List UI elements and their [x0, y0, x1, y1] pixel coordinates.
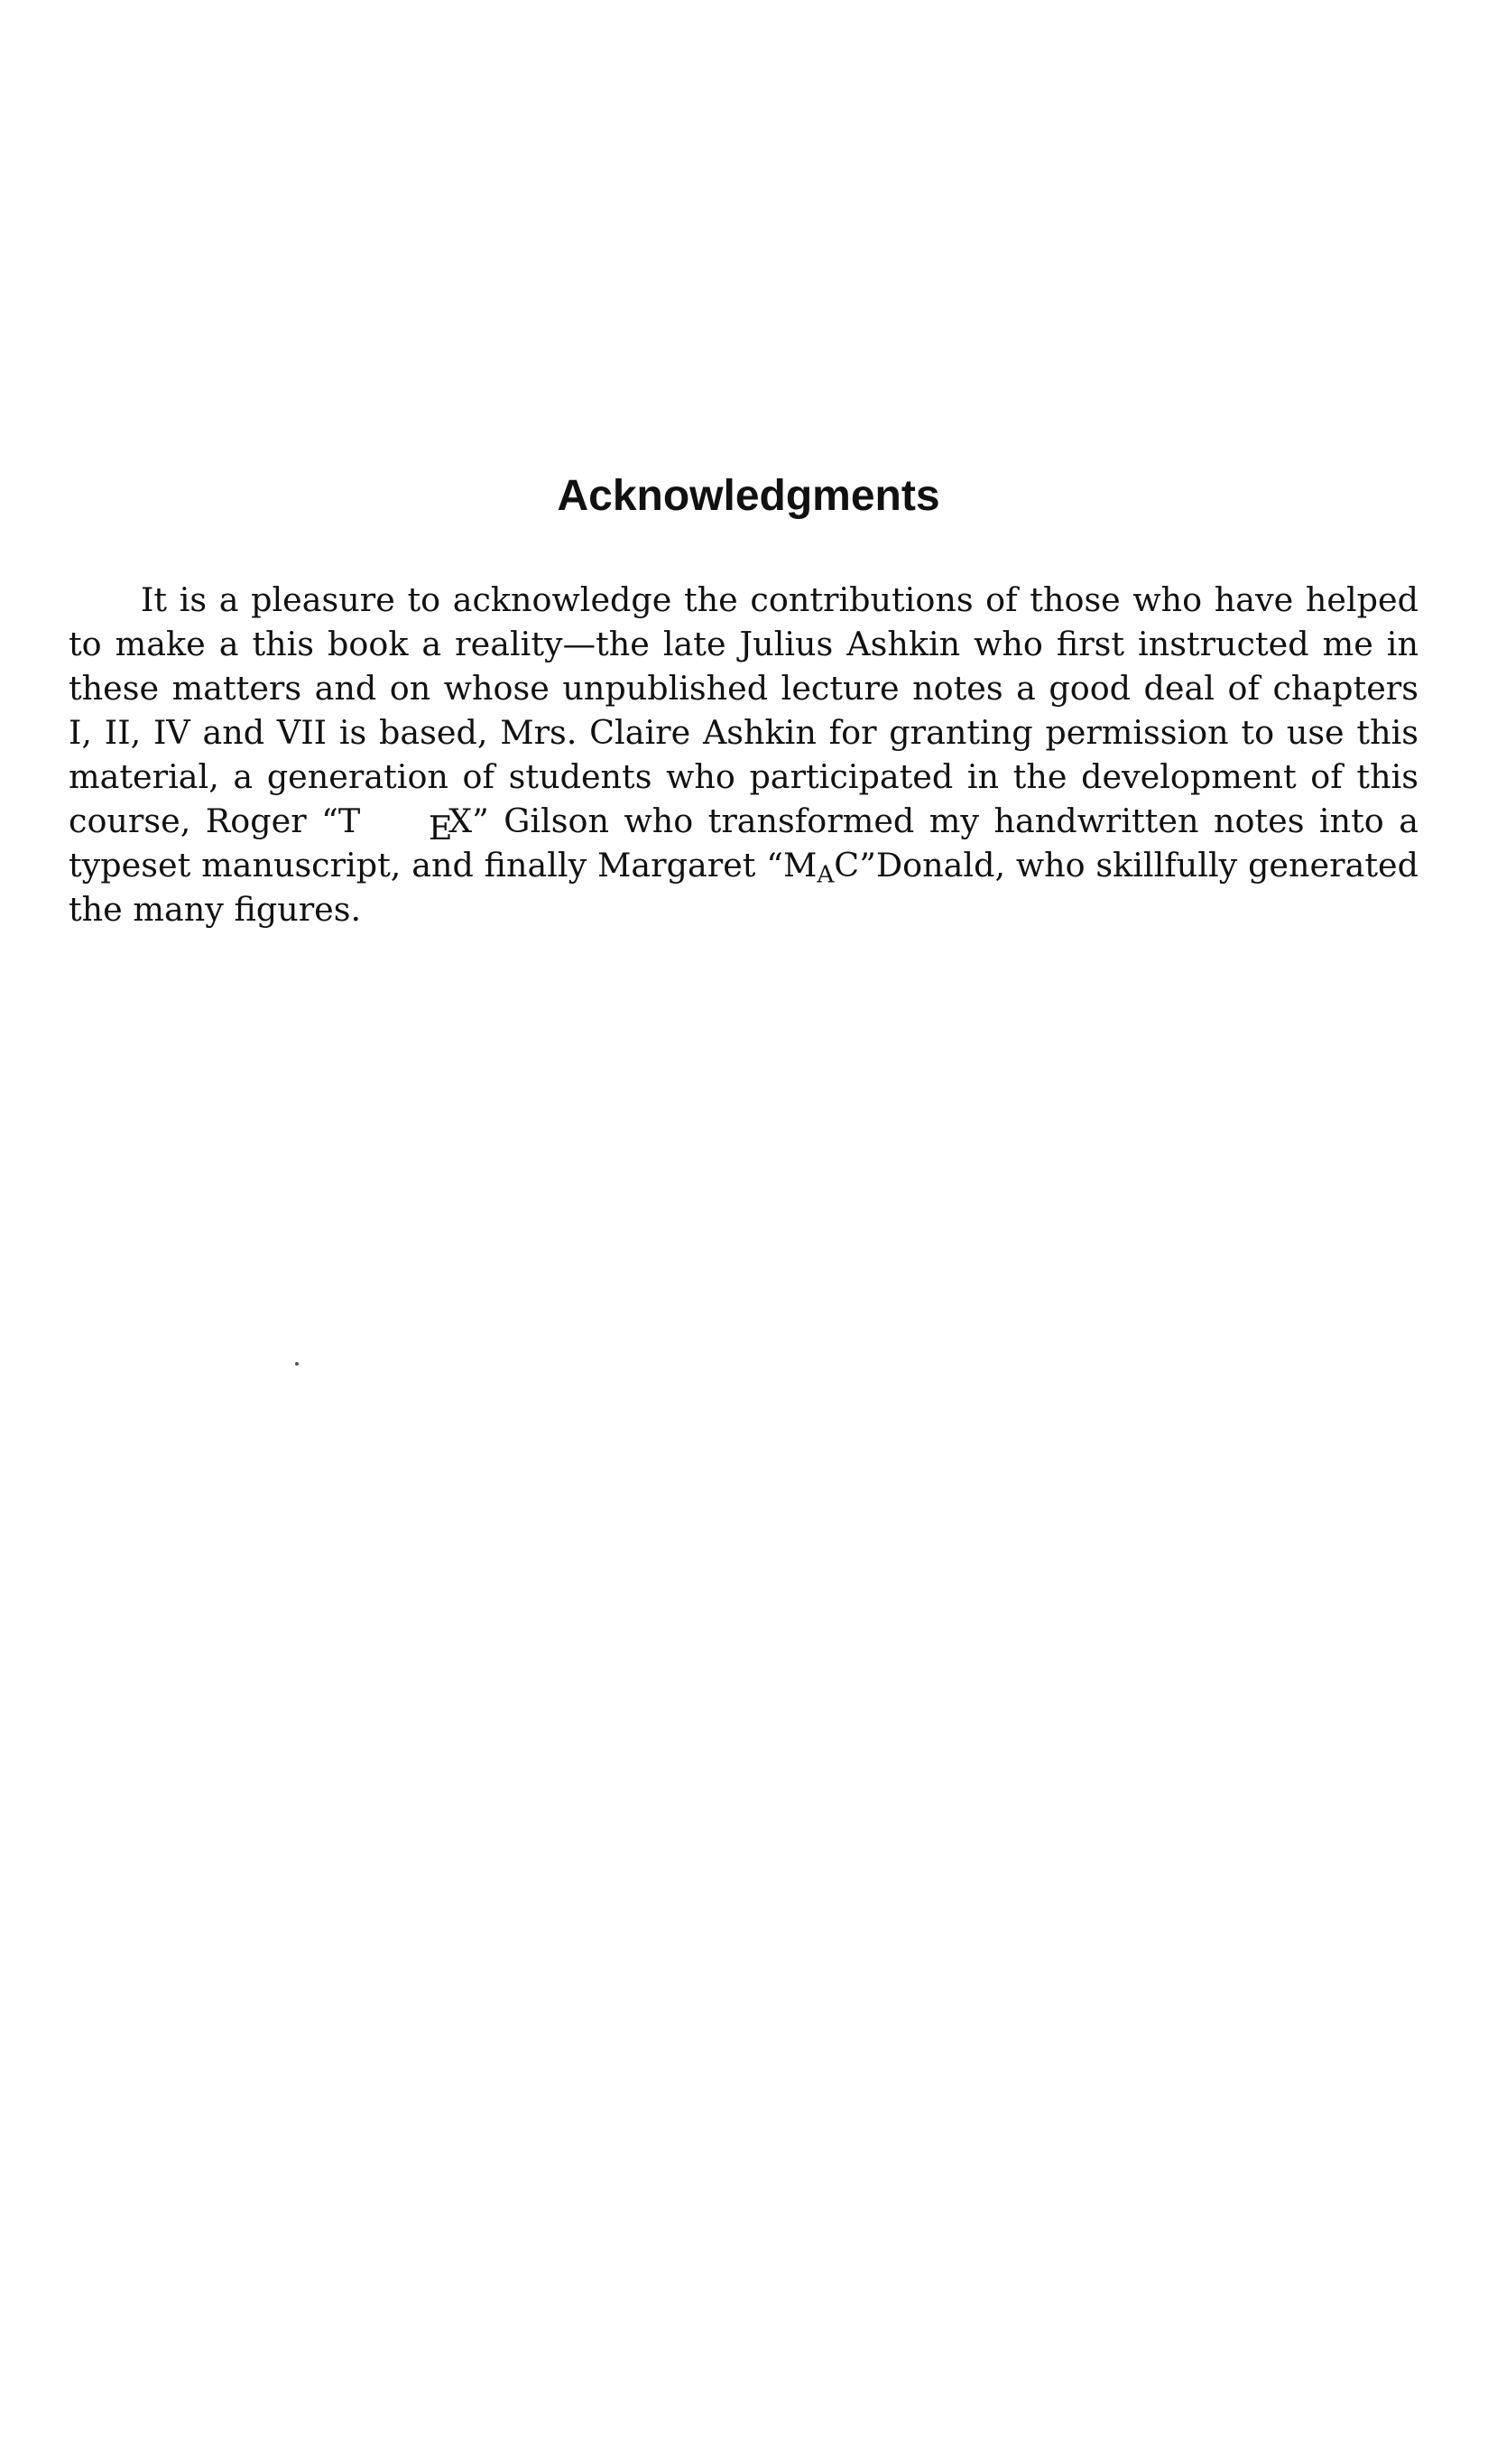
paragraph-text-part-1: It is a pleasure to acknowledge the contributions of those who have helped to make a this book a reality—the late Julius Ashkin who first instructed me in these matters and on whose unpublished lecture notes a good deal of chapters I, II, IV and VII is based, Mrs. Claire Ashkin for granting permission to use this material, a generation of students who participated in the development of this course, Roger “: [69, 580, 1418, 840]
tex-logo-e: E: [428, 809, 453, 848]
tex-logo-t: T: [337, 801, 361, 840]
acknowledgments-paragraph: [69, 578, 1418, 931]
mac-c: C: [834, 846, 860, 885]
stray-mark: [295, 1362, 299, 1366]
mac-subscript: A: [817, 861, 835, 889]
tex-logo-x: X: [448, 801, 473, 840]
page-title: Acknowledgments: [557, 472, 940, 520]
paragraph-text-part-2: ” Gilson who transformed my handwritten notes into a typeset manuscript, and finally Margaret “M: [69, 801, 1418, 885]
paragraph-text-part-3: ”Donald, who skillfully generated the many figures.: [69, 846, 1418, 929]
tex-logo: [337, 801, 473, 848]
